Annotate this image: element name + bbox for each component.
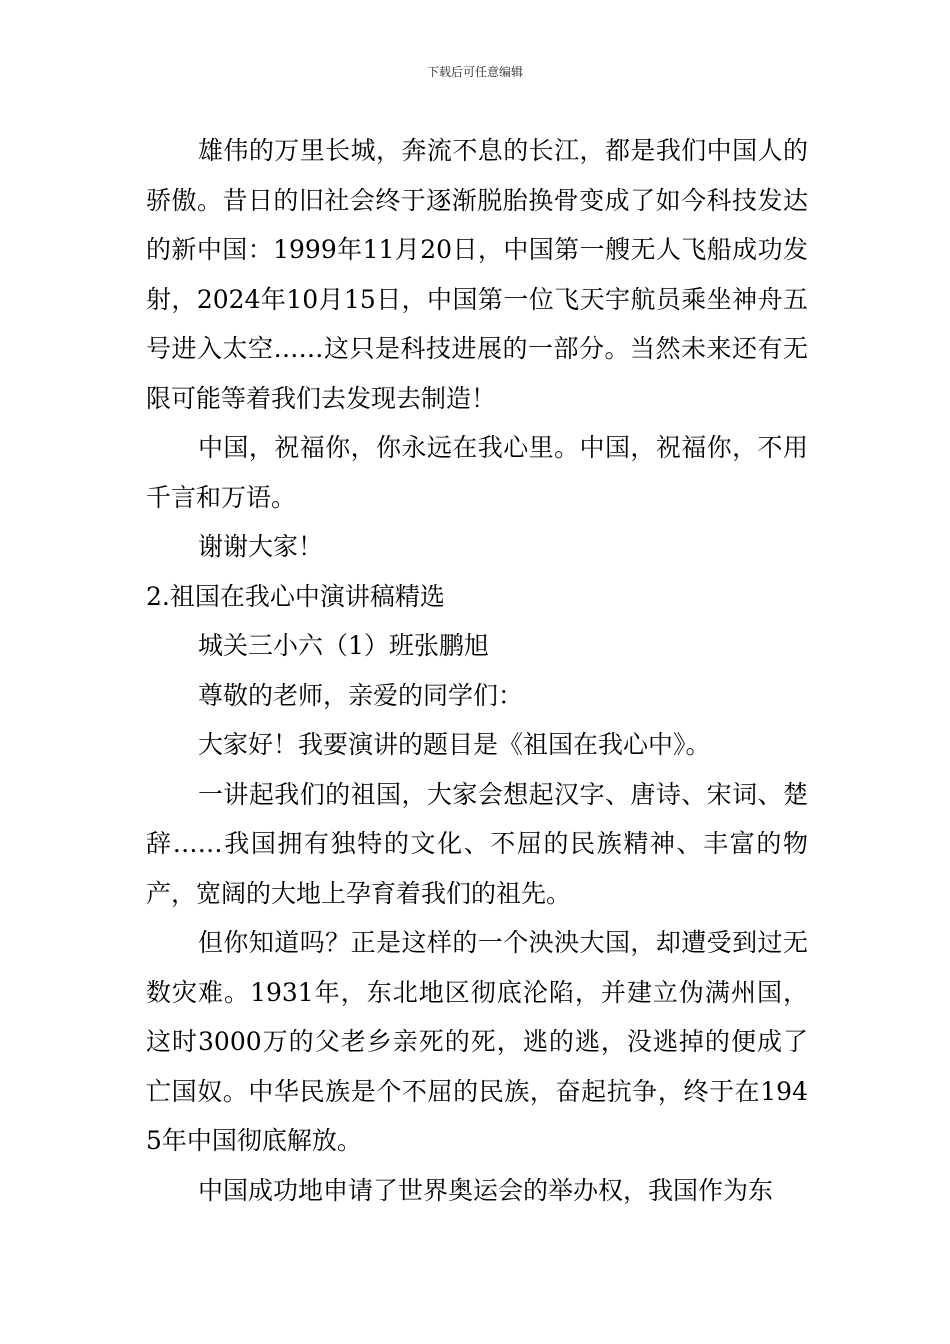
paragraph-olympics: 中国成功地申请了世界奥运会的举办权，我国作为东 xyxy=(198,1175,774,1205)
paragraph-2: 中国，祝福你，你永远在我心里。中国，祝福你，不用千言和万语。 xyxy=(146,433,808,512)
paragraph-intro: 大家好！我要演讲的题目是《祖国在我心中》。 xyxy=(198,730,711,759)
document-body xyxy=(146,126,808,1215)
paragraph-3: 谢谢大家！ xyxy=(198,532,324,561)
paragraph-1: 雄伟的万里长城，奔流不息的长江，都是我们中国人的骄傲。昔日的旧社会终于逐渐脱胎换骨变成了如今科技发达的新中国：1999年11月20日，中国第一艘无人飞船成功发射，2024年10月15日，中国第一位飞天宇航员乘坐神舟五号进入太空……这只是科技进展的一部分。当然未来还有无限可能等着我们去发现去制造！ xyxy=(146,136,808,413)
paragraph-culture: 一讲起我们的祖国，大家会想起汉字、唐诗、宋词、楚辞……我国拥有独特的文化、不屈的民族精神、丰富的物产，宽阔的大地上孕育着我们的祖先。 xyxy=(146,779,808,908)
section-heading: 2.祖国在我心中演讲稿精选 xyxy=(146,581,445,611)
author-line: 城关三小六（1）班张鹏旭 xyxy=(198,631,489,660)
paragraph-history: 但你知道吗？正是这样的一个泱泱大国，却遭受到过无数灾难。1931年，东北地区彻底沦陷，并建立伪满州国，这时3000万的父老乡亲死的死，逃的逃，没逃掉的便成了亡国奴。中华民族是个不屈的民族，奋起抗争，终于在1945年中国彻底解放。 xyxy=(146,928,808,1155)
page-header-note: 下载后可任意编辑 xyxy=(426,65,523,79)
salutation: 尊敬的老师，亲爱的同学们： xyxy=(198,680,524,710)
